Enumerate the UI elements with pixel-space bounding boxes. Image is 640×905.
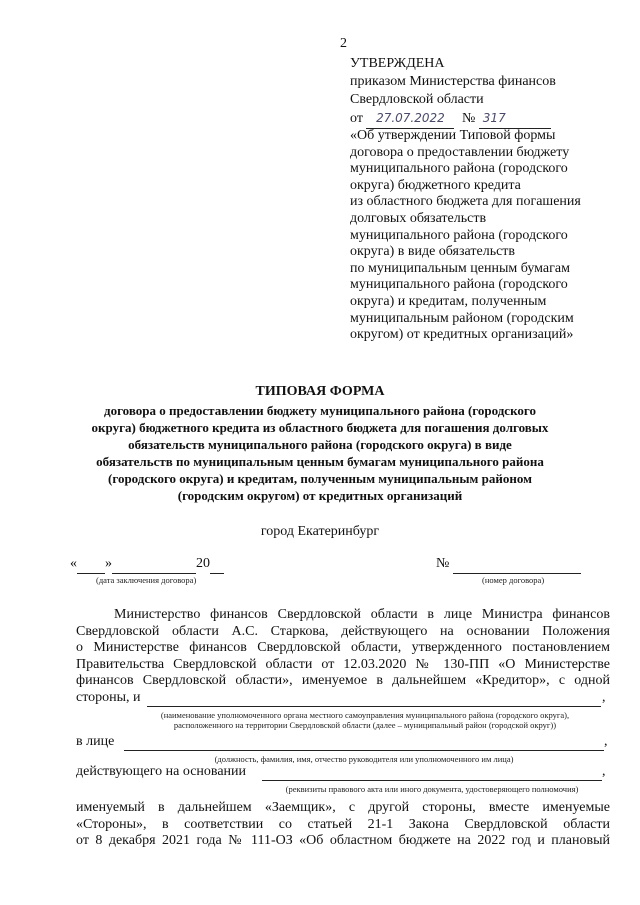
person-prefix: в лице	[76, 734, 115, 749]
approval-number-handwritten: 317	[482, 111, 506, 125]
approval-title-line: округом) от кредитных организаций»	[350, 327, 574, 343]
comma: ,	[602, 764, 606, 779]
basis-caption: (реквизиты правового акта или иного документа, удостоверяющего полномочия)	[285, 784, 579, 794]
month-field	[112, 556, 196, 574]
approval-title-line: округа) и кредитам, полученным	[350, 293, 547, 309]
form-subtitle-line: (городского округа) и кредитам, полученным муниципальным районом	[108, 471, 532, 486]
year-prefix: 20	[196, 556, 210, 571]
approval-heading: УТВЕРЖДЕНА	[350, 56, 445, 71]
paragraph-2	[76, 800, 610, 850]
approval-date-line	[350, 110, 590, 129]
form-subtitle-line: (городским округом) от кредитных организаций	[177, 488, 463, 503]
date-prefix: от	[350, 111, 363, 126]
approval-title-line: по муниципальным ценным бумагам	[350, 260, 570, 276]
paragraph-line: Правительства Свердловской области от 12.03.2020 № 130-ПП «О Министерстве	[76, 656, 610, 672]
paragraph-line: от 8 декабря 2021 года № 111-ОЗ «Об областном бюджете на 2022 год и плановый	[76, 833, 610, 849]
approval-title-line: из областного бюджета для погашения	[350, 194, 581, 210]
comma: ,	[602, 690, 606, 705]
approval-title-line: муниципального района (городского	[350, 227, 568, 243]
form-subtitle-line: округа) бюджетного кредита из областного бюджета для погашения долговых	[91, 420, 549, 435]
paragraph-line: о Министерстве финансов Свердловской области, утвержденного постановлением	[76, 640, 610, 656]
approval-line-2: Свердловской области	[350, 92, 484, 107]
approval-title-line: долговых обязательств	[350, 210, 487, 226]
parties-caption-line: расположенного на территории Свердловской области (далее – муниципальный район (городской округ))	[173, 720, 557, 730]
approval-number-field	[479, 110, 551, 129]
approval-title-line: договора о предоставлении бюджету	[350, 144, 570, 160]
form-subtitle-line: обязательств муниципального района (городского округа) в виде	[128, 437, 512, 452]
paragraph-line: именуемый в дальнейшем «Заемщик», с другой стороны, вместе именуемые	[76, 800, 610, 815]
form-subtitle	[60, 402, 580, 504]
basis-field	[262, 780, 602, 781]
date-open-quote: «	[70, 556, 77, 571]
approval-order-title	[350, 128, 610, 344]
date-caption: (дата заключения договора)	[96, 575, 197, 585]
number-prefix: №	[461, 111, 476, 126]
page-number: 2	[340, 36, 347, 51]
number-caption: (номер договора)	[482, 575, 545, 585]
approval-line-1: приказом Министерства финансов	[350, 74, 556, 89]
comma: ,	[604, 734, 608, 749]
contract-number-field	[453, 556, 581, 574]
paragraph-line: «Стороны», в соответствии со статьей 21-1 Закона Свердловской области	[76, 816, 610, 832]
approval-date-handwritten: 27.07.2022	[376, 111, 445, 125]
contract-number-sign: №	[436, 556, 450, 571]
form-subtitle-line: договора о предоставлении бюджету муниципального района (городского	[104, 403, 536, 418]
form-subtitle-line: обязательств по муниципальным ценным бумагам муниципального района	[96, 454, 544, 469]
paragraph-line: финансов Свердловской области», именуемое в дальнейшем «Кредитор», с одной	[76, 673, 610, 689]
approval-title-line: округа) бюджетного кредита	[350, 177, 521, 193]
paragraph-line: Министерство финансов Свердловской области в лице Министра финансов	[114, 607, 610, 622]
contract-number-line	[436, 556, 581, 574]
approval-title-line: муниципальным районом (городским	[350, 310, 574, 326]
person-field	[124, 750, 604, 751]
parties-caption	[120, 710, 610, 730]
contract-date-line	[70, 556, 224, 574]
day-field	[77, 556, 105, 574]
approval-title-line: округа) в виде обязательств	[350, 244, 516, 260]
person-caption: (должность, фамилия, имя, отчество руководителя или уполномоченного им лица)	[214, 754, 514, 764]
city: город Екатеринбург	[260, 524, 380, 539]
approval-title-line: муниципального района (городского	[350, 161, 568, 177]
approval-title-line: муниципального района (городского	[350, 277, 568, 293]
parties-caption-line: (наименование уполномоченного органа местного самоуправления муниципального района (городского округа),	[160, 710, 570, 720]
form-title: ТИПОВАЯ ФОРМА	[255, 384, 385, 399]
year-field	[210, 556, 224, 574]
paragraph-1	[76, 607, 610, 690]
approval-title-line: «Об утверждении Типовой формы	[350, 128, 556, 143]
date-close-quote: »	[105, 556, 112, 571]
borrower-name-field	[147, 706, 601, 707]
approval-date-field	[366, 110, 454, 129]
parties-prefix: стороны, и	[76, 690, 141, 705]
basis-prefix: действующего на основании	[76, 764, 247, 779]
paragraph-line: Свердловской области А.С. Старкова, действующего на основании Положения	[76, 623, 610, 639]
